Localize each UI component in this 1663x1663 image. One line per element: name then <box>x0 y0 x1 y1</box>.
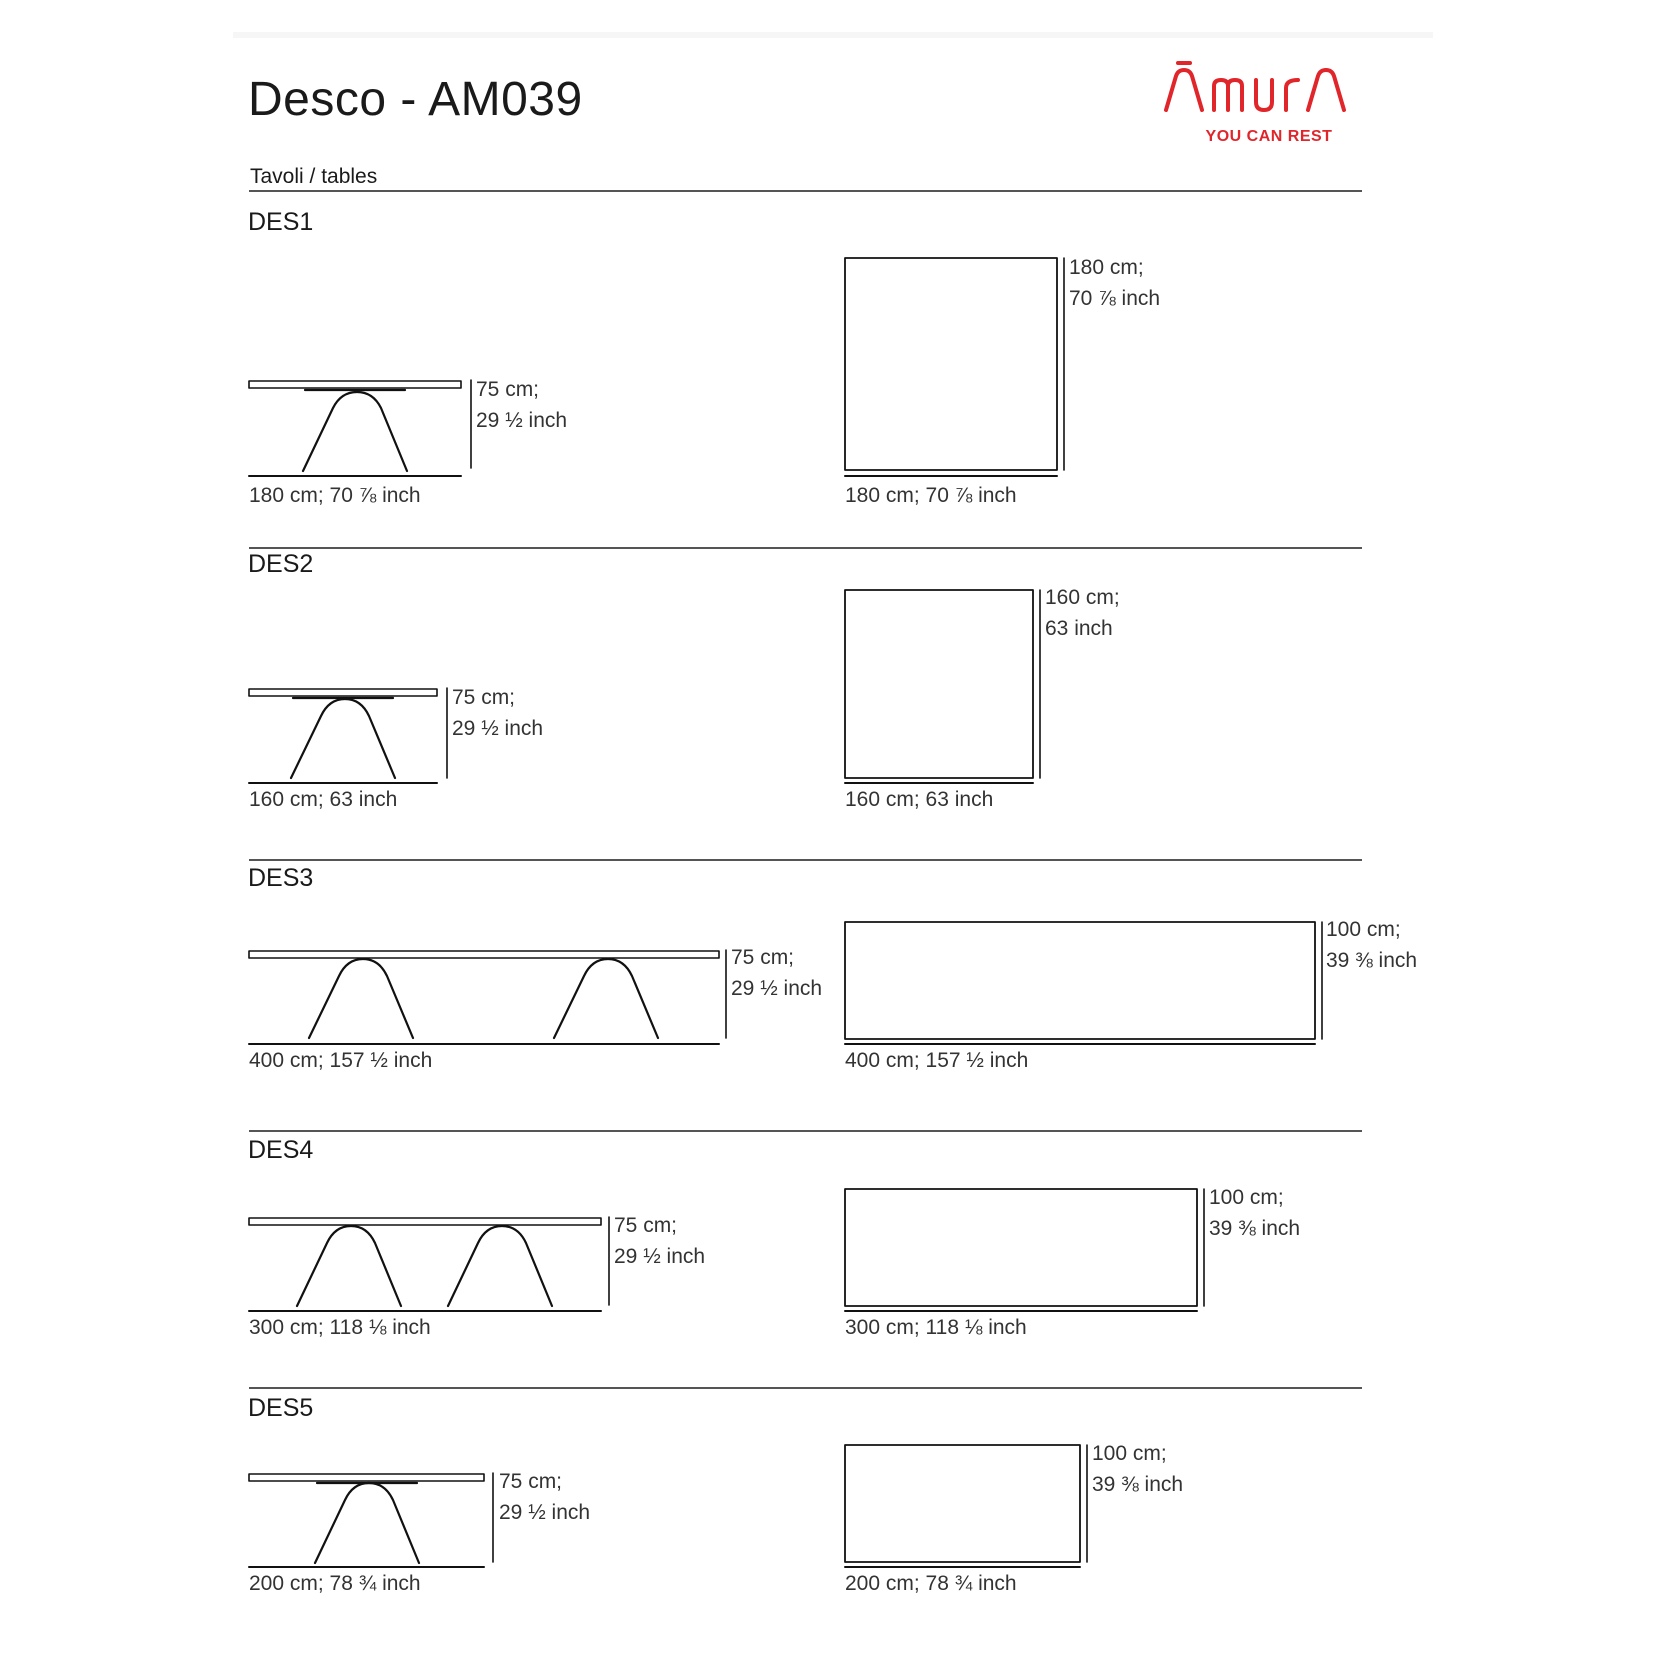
page-subtitle: Tavoli / tables <box>250 165 378 188</box>
depth-label: 100 cm; 39 ⅜ inch <box>1209 1186 1301 1240</box>
model-code: DES4 <box>248 1136 314 1164</box>
brand-tagline: YOU CAN REST <box>1205 128 1333 145</box>
side-view-des5 <box>249 1473 493 1567</box>
model-code: DES2 <box>248 550 314 578</box>
height-label: 75 cm; 29 ½ inch <box>614 1214 706 1268</box>
top-length-label: 180 cm; 70 ⅞ inch <box>845 484 1017 507</box>
top-length-label: 160 cm; 63 inch <box>845 788 994 811</box>
length-label: 300 cm; 118 ⅛ inch <box>249 1316 431 1339</box>
depth-label: 180 cm; 70 ⅞ inch <box>1069 256 1161 310</box>
top-length-label: 400 cm; 157 ½ inch <box>845 1049 1029 1072</box>
length-label: 160 cm; 63 inch <box>249 788 398 811</box>
depth-label: 160 cm; 63 inch <box>1045 586 1120 640</box>
model-code: DES5 <box>248 1394 314 1422</box>
top-view-des1 <box>845 258 1064 476</box>
length-label: 200 cm; 78 ¾ inch <box>249 1572 421 1595</box>
height-label: 75 cm; 29 ½ inch <box>731 946 823 1000</box>
side-view-des4 <box>249 1217 609 1311</box>
top-view-des5 <box>845 1445 1087 1567</box>
top-view-des4 <box>845 1189 1204 1311</box>
height-label: 75 cm; 29 ½ inch <box>476 378 568 432</box>
height-label: 75 cm; 29 ½ inch <box>499 1470 591 1524</box>
page-title: Desco - AM039 <box>248 73 583 126</box>
depth-label: 100 cm; 39 ⅜ inch <box>1092 1442 1184 1496</box>
model-code: DES1 <box>248 208 314 236</box>
length-label: 180 cm; 70 ⅞ inch <box>249 484 421 507</box>
side-view-des3 <box>249 950 726 1044</box>
top-view-des3 <box>845 922 1322 1044</box>
top-view-des2 <box>845 590 1040 783</box>
model-code: DES3 <box>248 864 314 892</box>
length-label: 400 cm; 157 ½ inch <box>249 1049 433 1072</box>
side-view-des2 <box>249 688 447 783</box>
top-length-label: 200 cm; 78 ¾ inch <box>845 1572 1017 1595</box>
height-label: 75 cm; 29 ½ inch <box>452 686 544 740</box>
depth-label: 100 cm; 39 ⅜ inch <box>1326 918 1418 972</box>
side-view-des1 <box>249 380 471 476</box>
top-length-label: 300 cm; 118 ⅛ inch <box>845 1316 1027 1339</box>
